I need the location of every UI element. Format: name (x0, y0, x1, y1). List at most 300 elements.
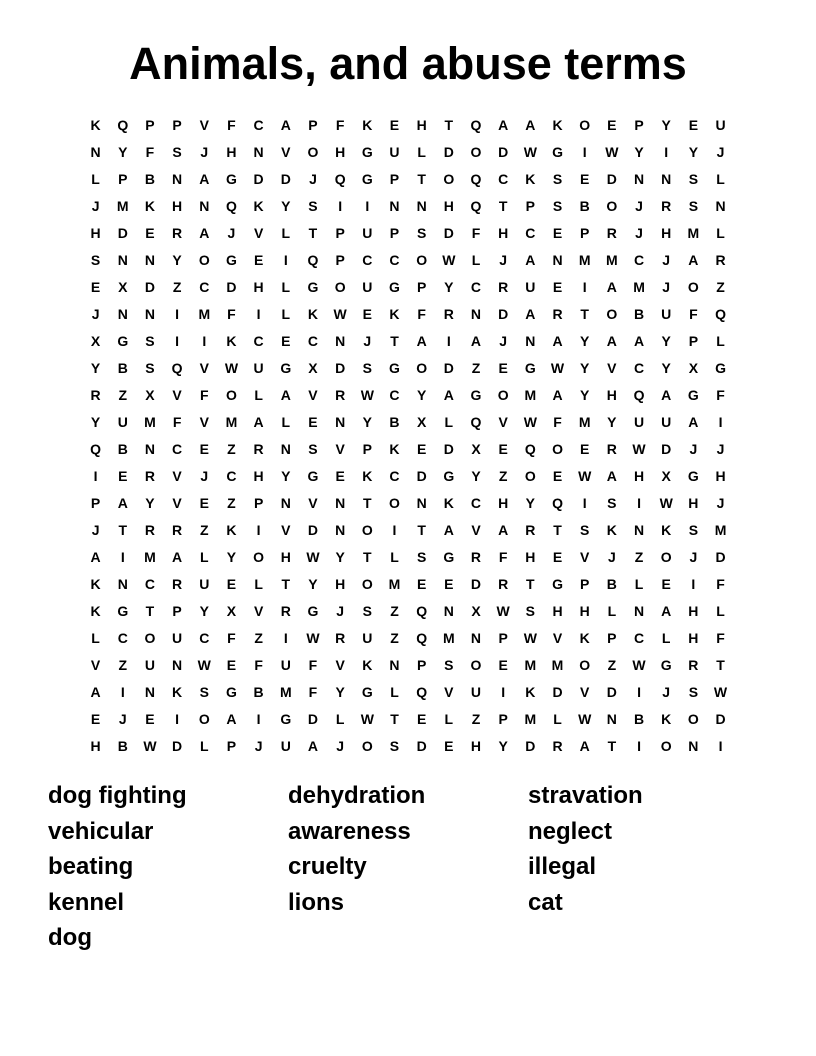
grid-letter: O (660, 738, 672, 754)
grid-letter: L (716, 333, 725, 349)
grid-letter: E (444, 576, 454, 592)
grid-letter: F (227, 306, 236, 322)
grid-letter: O (334, 279, 346, 295)
grid-letter: R (443, 306, 454, 322)
grid-letter: U (470, 684, 482, 700)
grid-letter: H (606, 387, 617, 403)
grid-letter: C (117, 630, 128, 646)
grid-letter: P (389, 171, 400, 187)
grid-row (82, 382, 734, 409)
grid-letter: H (688, 630, 699, 646)
grid-letter: D (443, 360, 454, 376)
grid-letter: E (199, 495, 209, 511)
grid-letter: J (716, 495, 725, 511)
grid-letter: S (416, 225, 427, 241)
grid-letter: W (578, 468, 592, 484)
grid-letter: U (280, 657, 291, 673)
grid-letter: J (91, 522, 100, 538)
grid-row (82, 598, 734, 625)
grid-letter: G (307, 468, 319, 484)
grid-letter: I (283, 630, 288, 646)
grid-letter: Z (172, 279, 182, 295)
grid-letter: T (498, 198, 508, 214)
grid-letter: F (335, 117, 345, 133)
grid-letter: J (689, 441, 698, 457)
grid-letter: P (145, 117, 155, 133)
grid-letter: L (634, 576, 644, 592)
grid-letter: Y (172, 252, 182, 268)
grid-letter: T (390, 333, 399, 349)
grid-letter: R (661, 198, 672, 214)
grid-letter: E (226, 657, 237, 673)
grid-letter: O (361, 522, 373, 538)
grid-letter: H (253, 468, 264, 484)
grid-letter: H (661, 225, 672, 241)
grid-letter: D (335, 360, 346, 376)
grid-letter: O (497, 387, 509, 403)
word-search-grid (82, 112, 734, 760)
grid-letter: L (335, 711, 345, 727)
grid-row (82, 463, 734, 490)
grid-letter: L (471, 252, 481, 268)
grid-letter: E (308, 414, 318, 430)
grid-letter: O (416, 360, 428, 376)
grid-letter: L (444, 711, 454, 727)
grid-letter: G (389, 360, 400, 376)
grid-letter: M (578, 414, 591, 430)
grid-letter: M (578, 252, 591, 268)
grid-letter: V (199, 117, 209, 133)
grid-letter: J (716, 441, 725, 457)
grid-letter: A (226, 711, 237, 727)
grid-letter: Y (661, 117, 671, 133)
grid-letter: P (335, 225, 345, 241)
grid-letter: G (226, 252, 237, 268)
grid-letter: K (661, 522, 672, 538)
grid-letter: N (389, 198, 400, 214)
grid-letter: N (335, 333, 346, 349)
grid-letter: A (498, 117, 509, 133)
grid-letter: L (390, 684, 399, 700)
grid-letter: Z (227, 441, 236, 457)
grid-letter: Y (580, 387, 590, 403)
grid-letter: Q (307, 252, 319, 268)
grid-letter: J (662, 279, 671, 295)
word-list-item: cat (528, 888, 563, 916)
grid-letter: U (199, 576, 210, 592)
grid-letter: E (498, 360, 508, 376)
grid-letter: I (175, 306, 180, 322)
grid-letter: E (118, 468, 128, 484)
grid-letter: M (524, 711, 537, 727)
grid-letter: S (552, 171, 563, 187)
grid-letter: C (389, 252, 400, 268)
grid-letter: S (688, 198, 699, 214)
grid-letter: F (417, 306, 426, 322)
grid-letter: E (607, 117, 617, 133)
grid-letter: A (117, 495, 128, 511)
grid-letter: Q (470, 117, 482, 133)
grid-letter: O (226, 387, 237, 403)
grid-letter: G (280, 360, 292, 376)
grid-letter: G (117, 603, 129, 619)
grid-letter: O (687, 711, 699, 727)
grid-letter: F (716, 576, 725, 592)
grid-letter: T (526, 576, 535, 592)
grid-letter: Q (334, 171, 346, 187)
word-list-item: kennel (48, 888, 125, 916)
grid-letter: T (553, 522, 562, 538)
grid-letter: D (443, 144, 454, 160)
grid-letter: D (606, 171, 617, 187)
grid-letter: I (365, 198, 370, 214)
grid-letter: L (716, 225, 725, 241)
grid-row (82, 112, 734, 139)
grid-letter: O (307, 144, 319, 160)
grid-letter: D (307, 711, 319, 727)
grid-letter: F (227, 117, 236, 133)
grid-letter: J (363, 333, 372, 349)
grid-letter: X (226, 603, 237, 619)
grid-letter: V (335, 441, 345, 457)
grid-letter: P (389, 225, 400, 241)
grid-letter: K (389, 441, 400, 457)
grid-letter: P (118, 171, 128, 187)
grid-letter: X (118, 279, 128, 295)
grid-letter: P (172, 117, 182, 133)
grid-letter: V (607, 360, 617, 376)
grid-letter: H (253, 279, 264, 295)
grid-letter: N (633, 522, 645, 538)
grid-letter: C (172, 441, 183, 457)
word-list-item: stravation (528, 782, 643, 809)
grid-letter: T (716, 657, 725, 673)
grid-letter: L (661, 630, 671, 646)
grid-letter: I (256, 711, 261, 727)
grid-letter: B (253, 684, 264, 700)
grid-letter: J (716, 144, 725, 160)
grid-letter: N (443, 603, 454, 619)
grid-letter: A (90, 549, 101, 565)
grid-letter: Y (634, 144, 644, 160)
grid-letter: W (713, 684, 728, 700)
grid-letter: L (716, 603, 725, 619)
grid-letter: X (90, 333, 101, 349)
grid-letter: G (687, 387, 699, 403)
grid-letter: E (226, 576, 237, 592)
grid-letter: L (281, 279, 291, 295)
grid-letter: A (498, 522, 509, 538)
grid-letter: O (416, 252, 428, 268)
grid-letter: E (90, 711, 101, 727)
grid-letter: N (661, 171, 672, 187)
grid-letter: C (633, 630, 645, 646)
grid-letter: M (633, 279, 645, 295)
grid-letter: T (607, 738, 617, 754)
grid-letter: N (416, 495, 427, 511)
grid-letter: L (390, 549, 399, 565)
grid-letter: R (470, 549, 482, 565)
grid-letter: B (144, 171, 155, 187)
grid-letter: S (525, 603, 535, 619)
grid-letter: V (172, 495, 182, 511)
grid-letter: P (416, 657, 427, 673)
grid-letter: W (605, 144, 619, 160)
grid-letter: E (145, 225, 155, 241)
grid-row (82, 247, 734, 274)
grid-letter: X (471, 603, 481, 619)
grid-letter: H (525, 549, 536, 565)
grid-letter: Z (118, 387, 128, 403)
grid-letter: T (118, 522, 128, 538)
grid-letter: E (416, 711, 427, 727)
grid-letter: I (718, 738, 723, 754)
grid-letter: H (443, 198, 454, 214)
grid-letter: I (392, 522, 397, 538)
grid-letter: K (606, 522, 617, 538)
grid-letter: J (118, 711, 127, 727)
grid-letter: U (117, 414, 128, 430)
grid-letter: R (144, 522, 155, 538)
grid-letter: I (718, 414, 723, 430)
grid-row (82, 355, 734, 382)
grid-letter: Z (607, 657, 617, 673)
grid-letter: N (172, 657, 183, 673)
grid-letter: K (307, 306, 319, 322)
grid-letter: B (117, 441, 128, 457)
grid-letter: P (335, 252, 345, 268)
grid-letter: Z (498, 468, 508, 484)
grid-letter: U (525, 279, 536, 295)
grid-letter: C (470, 279, 482, 295)
word-list-item: beating (48, 853, 134, 880)
grid-letter: J (336, 738, 345, 754)
grid-letter: S (552, 198, 563, 214)
grid-letter: N (688, 738, 699, 754)
grid-letter: M (524, 387, 537, 403)
grid-letter: T (580, 306, 589, 322)
grid-letter: B (633, 711, 645, 727)
grid-letter: W (360, 711, 374, 727)
grid-letter: J (91, 198, 100, 214)
grid-letter: K (362, 657, 373, 673)
grid-letter: C (226, 468, 237, 484)
grid-letter: F (689, 306, 698, 322)
grid-letter: N (144, 252, 155, 268)
grid-letter: E (145, 711, 155, 727)
grid-letter: C (144, 576, 155, 592)
grid-letter: P (362, 441, 372, 457)
grid-letter: L (199, 738, 209, 754)
grid-letter: P (607, 630, 617, 646)
grid-letter: C (633, 360, 645, 376)
grid-letter: H (90, 738, 101, 754)
grid-letter: P (525, 198, 535, 214)
grid-letter: W (659, 495, 673, 511)
grid-letter: N (253, 144, 264, 160)
grid-letter: A (688, 252, 699, 268)
grid-letter: J (499, 333, 508, 349)
grid-letter: B (389, 414, 400, 430)
grid-letter: E (90, 279, 101, 295)
grid-letter: F (716, 630, 725, 646)
grid-letter: O (579, 657, 591, 673)
grid-letter: I (446, 333, 451, 349)
grid-letter: R (498, 576, 509, 592)
grid-letter: K (90, 576, 101, 592)
grid-letter: P (688, 333, 699, 349)
grid-letter: O (389, 495, 400, 511)
grid-letter: A (90, 684, 101, 700)
grid-letter: A (606, 333, 617, 349)
grid-letter: Z (471, 711, 481, 727)
grid-letter: F (716, 387, 725, 403)
grid-letter: N (335, 414, 346, 430)
grid-letter: W (224, 360, 239, 376)
grid-letter: U (362, 630, 373, 646)
grid-letter: D (715, 711, 726, 727)
grid-letter: I (120, 549, 125, 565)
word-list-item: dog fighting (48, 782, 187, 809)
grid-letter: A (633, 333, 645, 349)
grid-letter: W (632, 657, 646, 673)
grid-letter: M (198, 306, 211, 322)
grid-letter: K (362, 468, 373, 484)
grid-letter: Y (226, 549, 237, 565)
grid-letter: O (361, 738, 373, 754)
grid-letter: G (307, 603, 319, 619)
grid-letter: S (362, 603, 372, 619)
grid-letter: X (688, 360, 699, 376)
grid-letter: U (362, 225, 373, 241)
grid-letter: E (552, 225, 563, 241)
grid-letter: T (444, 117, 454, 133)
grid-letter: S (688, 171, 699, 187)
grid-letter: I (202, 333, 207, 349)
grid-letter: U (362, 279, 373, 295)
grid-letter: D (144, 279, 155, 295)
grid-letter: A (688, 414, 699, 430)
grid-letter: Y (335, 684, 345, 700)
grid-letter: E (580, 441, 590, 457)
grid-letter: V (199, 360, 209, 376)
grid-letter: K (525, 684, 536, 700)
grid-letter: L (417, 144, 426, 160)
grid-letter: A (199, 225, 210, 241)
grid-letter: W (442, 252, 456, 268)
grid-letter: Q (416, 603, 428, 619)
grid-letter: S (580, 522, 590, 538)
grid-letter: J (200, 468, 209, 484)
grid-letter: E (661, 576, 671, 592)
grid-letter: Y (281, 468, 291, 484)
grid-letter: Y (525, 495, 535, 511)
grid-letter: H (688, 495, 699, 511)
grid-letter: I (582, 144, 587, 160)
grid-letter: K (362, 117, 373, 133)
grid-letter: D (172, 738, 183, 754)
grid-letter: O (198, 711, 210, 727)
grid-letter: I (338, 198, 343, 214)
grid-letter: Y (362, 414, 372, 430)
grid-letter: A (199, 171, 210, 187)
grid-letter: E (281, 333, 291, 349)
grid-letter: Q (416, 630, 428, 646)
grid-letter: Z (390, 630, 399, 646)
grid-letter: V (444, 684, 454, 700)
grid-letter: F (471, 225, 481, 241)
grid-row (82, 436, 734, 463)
grid-row (82, 652, 734, 679)
grid-letter: M (279, 684, 292, 700)
grid-letter: N (416, 198, 427, 214)
grid-letter: Q (715, 306, 726, 322)
grid-letter: I (256, 306, 261, 322)
grid-letter: W (306, 630, 320, 646)
grid-letter: W (550, 360, 565, 376)
grid-letter: P (226, 738, 237, 754)
grid-letter: H (552, 603, 563, 619)
grid-letter: A (661, 387, 672, 403)
grid-letter: D (307, 522, 319, 538)
grid-letter: A (606, 468, 617, 484)
grid-letter: I (175, 711, 180, 727)
grid-letter: K (90, 603, 101, 619)
grid-letter: Y (661, 333, 671, 349)
grid-letter: H (416, 117, 427, 133)
grid-letter: X (661, 468, 671, 484)
grid-letter: N (606, 711, 617, 727)
grid-letter: L (281, 225, 291, 241)
grid-letter: S (90, 252, 101, 268)
grid-letter: D (661, 441, 672, 457)
grid-letter: N (470, 306, 482, 322)
grid-letter: V (498, 414, 508, 430)
grid-letter: D (470, 576, 482, 592)
grid-letter: Z (227, 495, 236, 511)
grid-letter: Q (633, 387, 645, 403)
grid-letter: Q (552, 495, 563, 511)
grid-letter: Y (308, 576, 318, 592)
grid-letter: H (498, 225, 509, 241)
grid-letter: W (632, 441, 646, 457)
word-list-item: dehydration (288, 782, 426, 809)
grid-letter: Z (471, 360, 481, 376)
grid-letter: K (443, 495, 454, 511)
grid-letter: H (470, 738, 482, 754)
grid-letter: A (416, 333, 427, 349)
grid-letter: U (661, 414, 672, 430)
grid-letter: K (552, 117, 563, 133)
grid-letter: N (172, 171, 183, 187)
grid-letter: I (691, 576, 696, 592)
grid-letter: G (226, 171, 237, 187)
grid-letter: H (335, 144, 346, 160)
grid-letter: U (144, 657, 155, 673)
grid-letter: Y (90, 414, 101, 430)
grid-letter: J (689, 549, 698, 565)
grid-letter: Q (226, 198, 237, 214)
grid-letter: C (199, 279, 210, 295)
grid-letter: Y (199, 603, 209, 619)
grid-letter: N (389, 657, 400, 673)
grid-letter: N (335, 495, 346, 511)
grid-letter: Y (281, 198, 291, 214)
grid-letter: C (253, 117, 264, 133)
grid-letter: Z (199, 522, 209, 538)
grid-letter: S (145, 333, 155, 349)
word-list-item: neglect (528, 817, 613, 845)
